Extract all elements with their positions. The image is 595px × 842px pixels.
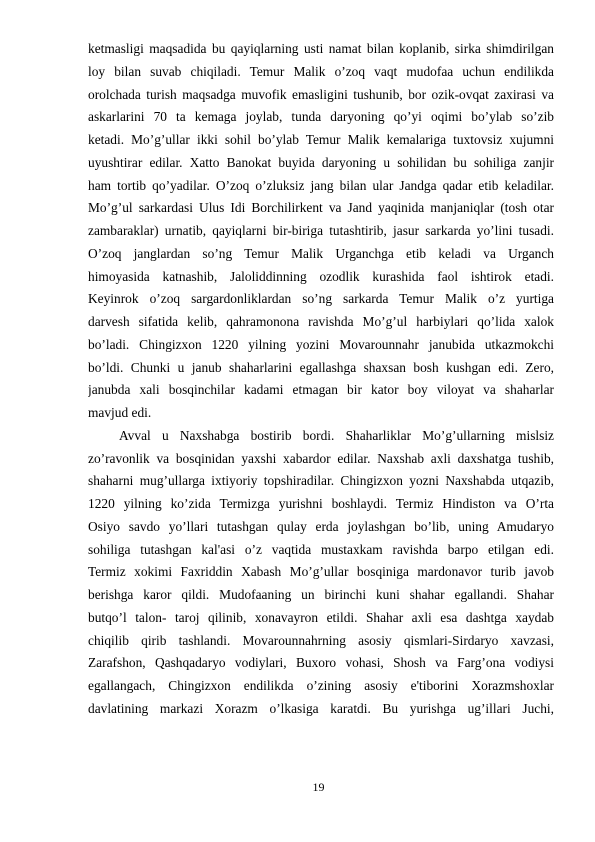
text-line: ham tortib qo’yadilar. O’zoq o’zluksiz jang bilan ular Jandga qadar etib keladilar. [88, 177, 554, 193]
text-line: Avval u Naxshabga bostirib bordi. Shaharliklar Mo’g’ullarning mislsiz [119, 427, 554, 443]
page-number: 19 [312, 780, 325, 794]
text-line: Termiz xokimi Faxriddin Xabash Mo’g’ullar bosqiniga mardonavor turib javob [88, 564, 554, 580]
text-line: Keyinrok o’zoq sargardonliklardan so’ng sarkarda Temur Malik o’z yurtiga [88, 291, 554, 307]
body-text [88, 38, 554, 721]
text-line: ketmasligi maqsadida bu qayiqlarning usti namat bilan koplanib, sirka shimdirilgan [88, 41, 554, 56]
text-line: bo’ladi. Chingizxon 1220 yilning yozini Movarounnahr janubida utkazmokchi [88, 336, 554, 352]
text-line: O’zoq janglardan so’ng Temur Malik Urganchga etib keladi va Urganch [88, 245, 554, 261]
text-line: 1220 yilning ko’zida Termizga yurishni boshlaydi. Termiz Hindiston va O’rta [88, 496, 554, 511]
text-line: janubda xali bosqinchilar kadami etmagan bir kator boy viloyat va shaharlar [88, 382, 554, 398]
text-line: orolchada turish maqsadga muvofik emasligini tushunib, bor ozik-ovqat zaxirasi va [88, 86, 554, 102]
text-line: askarlarini 70 ta kemaga joylab, tunda daryoning qo’yi oqimi bo’ylab so’zib [88, 109, 554, 125]
text-line: uyushtirar edilar. Xatto Banokat buyida daryoning u sohilidan bu sohiliga zanjir [88, 154, 554, 170]
text-line: Mo’g’ul sarkardasi Ulus Idi Borchilirkent va Jand yaqinida manjaniqlar (tosh otar [88, 200, 554, 216]
text-line: ketadi. Mo’g’ullar ikki sohil bo’ylab Temur Malik kemalariga tuxtovsiz xujumni [88, 132, 554, 147]
text-line: zambaraklar) urnatib, qayiqlarni bir-biriga tutashtirib, jasur sarkarda yo’lini tusadi. [88, 223, 554, 238]
text-line: bo’ldi. Chunki u janub shaharlarini egallashga shaxsan bosh kushgan edi. Zero, [88, 359, 554, 375]
text-line: Zarafshon, Qashqadaryo vodiylari, Buxoro vohasi, Shosh va Farg’ona vodiysi [88, 655, 554, 671]
text-line: mavjud edi. [88, 405, 152, 420]
text-line: chiqilib qirib tashlandi. Movarounnahrning asosiy qismlari-Sirdaryo xavzasi, [88, 632, 554, 648]
text-line: shaharni mug’ullarga ixtiyoriy topshiradilar. Chingizxon yozni Naxshabda utqazib, [88, 473, 554, 489]
text-line: zo’ravonlik va bosqinidan yaxshi xabardor edilar. Naxshab axli daxshatga tushib, [88, 450, 554, 466]
text-line: berishga karor qildi. Mudofaaning un birinchi kuni shahar egallandi. Shahar [88, 587, 554, 602]
text-line: Osiyo savdo yo’llari tutashgan qulay erda joylashgan bo’lib, uning Amudaryo [88, 518, 554, 534]
text-line: himoyasida katnashib, Jaloliddinning ozodlik kurashida faol ishtirok etadi. [88, 268, 554, 284]
text-line: sohiliga tutashgan kal'asi o’z vaqtida mustaxkam ravishda barpo etilgan edi. [88, 541, 554, 557]
text-line: egallangach, Chingizxon endilikda o’zining asosiy e'tiborini Xorazmshoxlar [88, 678, 554, 693]
text-line: butqo’l talon- taroj qilinib, xonavayron etildi. Shahar axli esa dashtga xaydab [88, 609, 554, 625]
text-line: darvesh sifatida kelib, qahramonona ravishda Mo’g’ul harbiylari qo’lida xalok [88, 314, 554, 329]
text-line: davlatining markazi Xorazm o’lkasiga karatdi. Bu yurishga ug’illari Juchi, [88, 700, 554, 716]
text-line: loy bilan suvab chiqiladi. Temur Malik o’zoq vaqt mudofaa uchun endilikda [88, 63, 554, 79]
